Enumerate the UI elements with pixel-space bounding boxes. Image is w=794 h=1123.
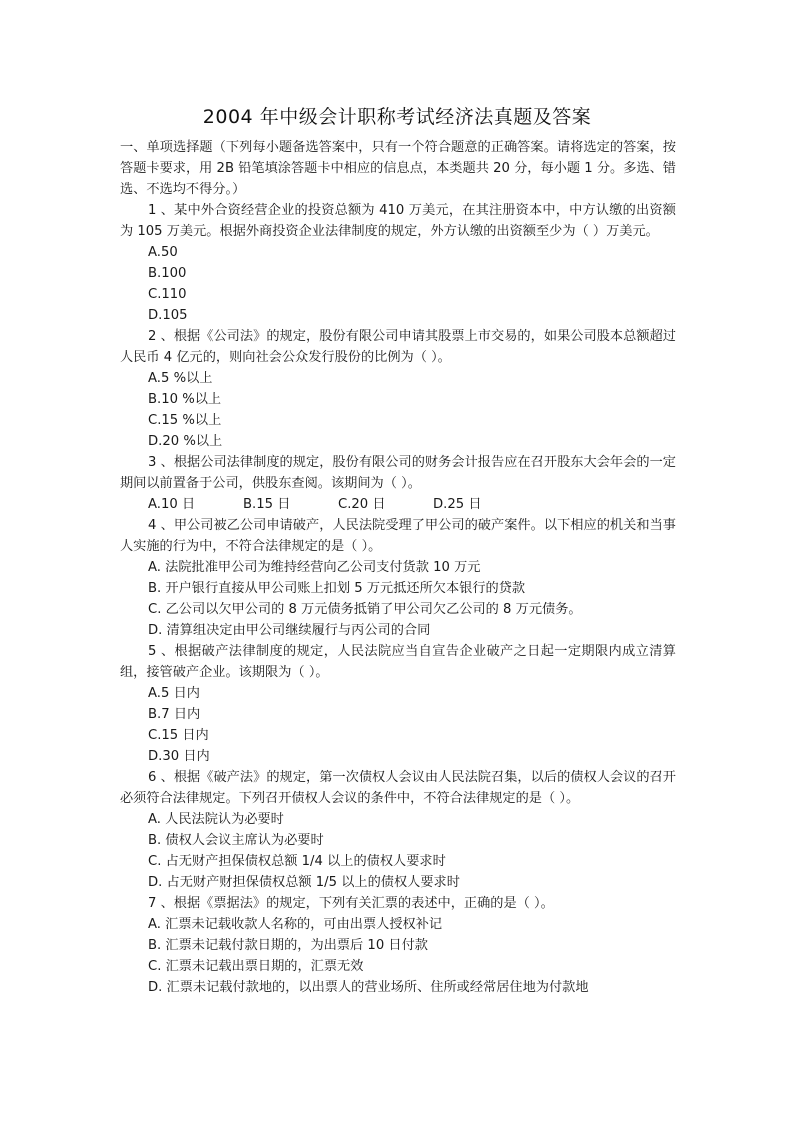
option: D. 清算组决定由甲公司继续履行与丙公司的合同 [148, 623, 431, 638]
question-text: 4 、甲公司被乙公司申请破产，人民法院受理了甲公司的破产案件。以下相应的机关和当事人实施的行为中，不符合法律规定的是（ ）。 [120, 518, 676, 554]
option: C.110 [148, 287, 187, 302]
option: B.15 日 [243, 497, 291, 512]
option: D.25 日 [433, 497, 482, 512]
option: A.5 日内 [148, 686, 200, 701]
option: D.30 日内 [148, 749, 210, 764]
option: A.50 [148, 245, 178, 260]
option: B. 汇票未记载付款日期的，为出票后 10 日付款 [148, 938, 428, 953]
option-row [120, 494, 676, 515]
page-title: 2004 年中级会计职称考试经济法真题及答案 [202, 106, 592, 128]
option: D.105 [148, 308, 188, 323]
option: C. 占无财产担保债权总额 1/4 以上的债权人要求时 [148, 854, 446, 869]
option: B. 债权人会议主席认为必要时 [148, 833, 324, 848]
option: C. 汇票未记载出票日期的，汇票无效 [148, 959, 364, 974]
question-text: 7 、根据《票据法》的规定，下列有关汇票的表述中，正确的是（ ）。 [148, 896, 554, 911]
option: A.10 日 [148, 497, 196, 512]
option: B.100 [148, 266, 187, 281]
option: B.10 %以上 [148, 392, 222, 407]
option: A.5 %以上 [148, 371, 213, 386]
question-text: 5 、根据破产法律制度的规定，人民法院应当自宣告企业破产之日起一定期限内成立清算组，接管破产企业。该期限为（ ）。 [120, 644, 676, 680]
option: B. 开户银行直接从甲公司账上扣划 5 万元抵还所欠本银行的贷款 [148, 581, 526, 596]
section-intro: 一、单项选择题（下列每小题备选答案中，只有一个符合题意的正确答案。请将选定的答案，按答题卡要求，用 2B 铅笔填涂答题卡中相应的信息点，本类题共 20 分，每小题 1 分。多选、错选、不选均不得分。） [120, 140, 676, 197]
option: A. 汇票未记载收款人名称的，可由出票人授权补记 [148, 917, 443, 932]
question-text: 3 、根据公司法律制度的规定，股份有限公司的财务会计报告应在召开股东大会年会的一定期间以前置备于公司，供股东查阅。该期间为（ ）。 [120, 455, 676, 491]
option: C. 乙公司以欠甲公司的 8 万元债务抵销了甲公司欠乙公司的 8 万元债务。 [148, 602, 582, 617]
question-text: 1 、某中外合资经营企业的投资总额为 410 万美元，在其注册资本中，中方认缴的出资额为 105 万美元。根据外商投资企业法律制度的规定，外方认缴的出资额至少为（ ）万美元。 [120, 203, 676, 239]
option: C.15 %以上 [148, 413, 222, 428]
question-text: 2 、根据《公司法》的规定，股份有限公司申请其股票上市交易的，如果公司股本总额超过人民币 4 亿元的，则向社会公众发行股份的比例为（ ）。 [120, 329, 676, 365]
option: C.15 日内 [148, 728, 209, 743]
option: A. 人民法院认为必要时 [148, 812, 284, 827]
option: D. 占无财产财担保债权总额 1/5 以上的债权人要求时 [148, 875, 460, 890]
option: C.20 日 [338, 497, 386, 512]
option: D. 汇票未记载付款地的，以出票人的营业场所、住所或经常居住地为付款地 [148, 980, 589, 995]
option: B.7 日内 [148, 707, 201, 722]
document-body [120, 137, 676, 998]
question-text: 6 、根据《破产法》的规定，第一次债权人会议由人民法院召集，以后的债权人会议的召开必须符合法律规定。下列召开债权人会议的条件中，不符合法律规定的是（ ）。 [120, 770, 676, 806]
option: D.20 %以上 [148, 434, 223, 449]
option: A. 法院批准甲公司为维持经营向乙公司支付货款 10 万元 [148, 560, 481, 575]
